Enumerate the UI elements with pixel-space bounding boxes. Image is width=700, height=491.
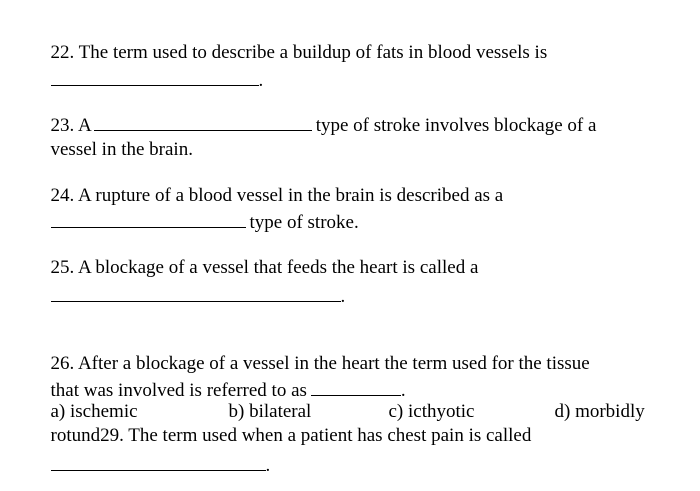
question-22-end: . (258, 70, 264, 91)
question-22-answer-line (41, 46, 263, 92)
option-d[interactable] (545, 379, 645, 423)
question-23-line2-text: vessel in the brain. (50, 139, 193, 160)
question-24-answer-line (41, 188, 359, 234)
question-26-line4-text: rotund29. The term used when a patient has chest pain is called (50, 425, 532, 446)
question-24-text: 24. A rupture of a blood vessel in the brain is described as a (50, 185, 504, 206)
question-23-start: 23. A (50, 115, 92, 136)
question-25-answer-line (41, 262, 345, 308)
question-24-end: type of stroke. (249, 212, 359, 233)
question-23-line2 (41, 117, 193, 161)
question-26-end: . (265, 455, 271, 476)
question-25-text: 25. A blockage of a vessel that feeds the heart is called a (50, 257, 479, 278)
question-26-line2-text: that was involved is referred to as (50, 380, 307, 401)
question-23-middle: type of stroke involves blockage of a (315, 115, 597, 136)
answer-blank-22[interactable] (51, 68, 259, 86)
answer-blank-29[interactable] (51, 453, 266, 471)
option-b-label: b) bilateral (228, 401, 312, 422)
answer-blank-24[interactable] (51, 210, 246, 228)
question-26-line1-text: 26. After a blockage of a vessel in the heart the term used for the tissue (50, 353, 590, 374)
option-a-label: a) ischemic (50, 401, 138, 422)
option-c-label: c) icthyotic (388, 401, 475, 422)
question-22-text: 22. The term used to describe a buildup of fats in blood vessels is (50, 42, 548, 63)
question-26-answer-line (41, 431, 270, 477)
question-25-end: . (340, 286, 346, 307)
option-d-label: d) morbidly (554, 401, 645, 422)
answer-blank-25[interactable] (51, 284, 341, 302)
question-26-line2-end: . (400, 380, 406, 401)
